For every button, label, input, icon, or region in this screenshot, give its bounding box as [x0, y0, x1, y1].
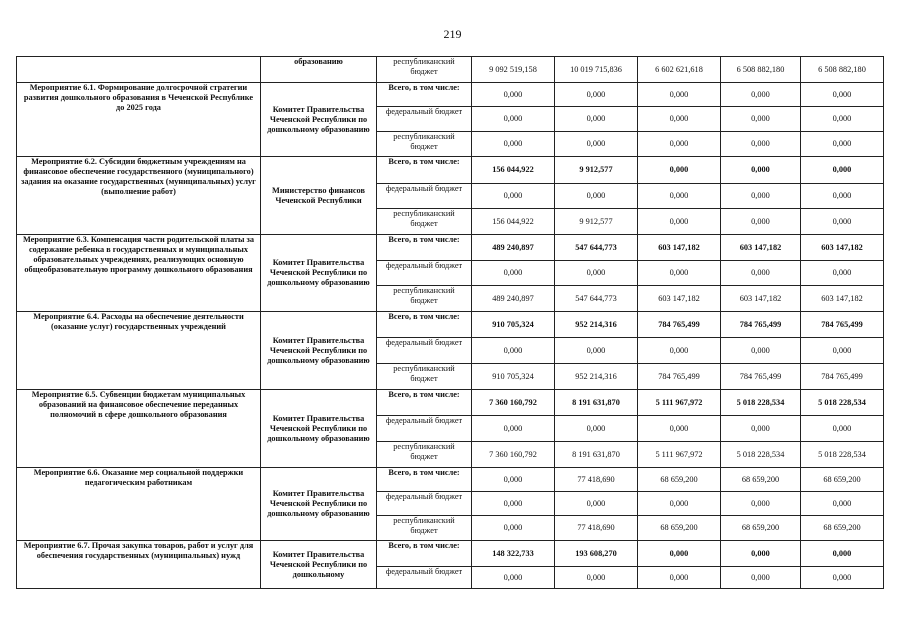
amount-cell: 5 018 228,534	[801, 442, 884, 468]
table-row	[17, 235, 884, 261]
budget-table	[16, 56, 884, 589]
amount-cell: 0,000	[638, 541, 721, 567]
measure-name: Мероприятие 6.6. Оказание мер социальной поддержки педагогическим работникам	[17, 468, 261, 541]
funding-source: республиканский бюджет	[377, 57, 472, 83]
amount-cell: 784 765,499	[721, 364, 801, 390]
amount-cell: 784 765,499	[721, 312, 801, 338]
amount-cell: 0,000	[472, 338, 555, 364]
funding-source: Всего, в том числе:	[377, 541, 472, 567]
amount-cell: 9 912,577	[555, 209, 638, 235]
amount-cell: 0,000	[721, 416, 801, 442]
amount-cell: 8 191 631,870	[555, 390, 638, 416]
funding-source: республиканский бюджет	[377, 209, 472, 235]
funding-source: Всего, в том числе:	[377, 390, 472, 416]
executor-name: Комитет Правительства Чеченской Республики по дошкольному образованию	[261, 312, 377, 390]
amount-cell: 0,000	[472, 261, 555, 286]
amount-cell: 0,000	[472, 107, 555, 132]
amount-cell: 784 765,499	[638, 312, 721, 338]
amount-cell: 0,000	[721, 261, 801, 286]
amount-cell: 0,000	[801, 132, 884, 157]
amount-cell: 603 147,182	[638, 286, 721, 312]
amount-cell: 952 214,316	[555, 364, 638, 390]
funding-source: федеральный бюджет	[377, 492, 472, 516]
amount-cell: 0,000	[721, 209, 801, 235]
amount-cell: 0,000	[801, 107, 884, 132]
amount-cell: 0,000	[721, 567, 801, 589]
amount-cell: 489 240,897	[472, 235, 555, 261]
amount-cell: 10 019 715,836	[555, 57, 638, 83]
amount-cell: 5 018 228,534	[721, 390, 801, 416]
amount-cell: 0,000	[801, 209, 884, 235]
amount-cell: 68 659,200	[638, 468, 721, 492]
amount-cell: 0,000	[801, 492, 884, 516]
table-row	[17, 57, 884, 83]
funding-source: федеральный бюджет	[377, 261, 472, 286]
amount-cell: 0,000	[472, 132, 555, 157]
amount-cell: 193 608,270	[555, 541, 638, 567]
amount-cell: 603 147,182	[801, 286, 884, 312]
amount-cell: 0,000	[638, 567, 721, 589]
amount-cell: 784 765,499	[801, 312, 884, 338]
funding-source: республиканский бюджет	[377, 286, 472, 312]
measure-name: Мероприятие 6.2. Субсидии бюджетным учреждениям на финансовое обеспечение государственного (муниципального) задания на оказание государственных (муниципальных) услуг (выполнение работ)	[17, 157, 261, 235]
amount-cell: 0,000	[555, 107, 638, 132]
amount-cell: 603 147,182	[638, 235, 721, 261]
amount-cell: 0,000	[638, 416, 721, 442]
funding-source: федеральный бюджет	[377, 416, 472, 442]
amount-cell: 0,000	[638, 209, 721, 235]
amount-cell: 68 659,200	[721, 516, 801, 541]
amount-cell: 0,000	[638, 107, 721, 132]
amount-cell: 9 092 519,158	[472, 57, 555, 83]
amount-cell: 8 191 631,870	[555, 442, 638, 468]
amount-cell: 0,000	[472, 516, 555, 541]
amount-cell: 910 705,324	[472, 364, 555, 390]
amount-cell: 77 418,690	[555, 516, 638, 541]
executor-name: Комитет Правительства Чеченской Республики по дошкольному образованию	[261, 235, 377, 312]
table-row	[17, 312, 884, 338]
amount-cell: 0,000	[801, 567, 884, 589]
amount-cell: 0,000	[472, 468, 555, 492]
funding-source: Всего, в том числе:	[377, 468, 472, 492]
amount-cell: 0,000	[555, 184, 638, 209]
amount-cell: 0,000	[801, 338, 884, 364]
amount-cell: 0,000	[801, 261, 884, 286]
measure-name: Мероприятие 6.3. Компенсация части родительской платы за содержание ребенка в государственных и муниципальных образовательных учреждениях, реализующих основную общеобразовательную программу дошкольного образования	[17, 235, 261, 312]
amount-cell: 910 705,324	[472, 312, 555, 338]
amount-cell: 784 765,499	[801, 364, 884, 390]
funding-source: федеральный бюджет	[377, 338, 472, 364]
amount-cell: 0,000	[638, 184, 721, 209]
amount-cell: 0,000	[801, 541, 884, 567]
funding-source: Всего, в том числе:	[377, 157, 472, 184]
amount-cell: 0,000	[555, 416, 638, 442]
amount-cell: 0,000	[472, 416, 555, 442]
table-row	[17, 390, 884, 416]
measure-name: Мероприятие 6.5. Субвенции бюджетам муниципальных образований на финансовое обеспечение переданных полномочий в сфере дошкольного образования	[17, 390, 261, 468]
amount-cell: 68 659,200	[721, 468, 801, 492]
amount-cell: 0,000	[472, 492, 555, 516]
amount-cell: 0,000	[638, 492, 721, 516]
funding-source: Всего, в том числе:	[377, 235, 472, 261]
amount-cell: 6 602 621,618	[638, 57, 721, 83]
amount-cell: 0,000	[801, 157, 884, 184]
amount-cell: 603 147,182	[721, 286, 801, 312]
funding-source: федеральный бюджет	[377, 184, 472, 209]
amount-cell: 0,000	[801, 83, 884, 107]
amount-cell: 603 147,182	[721, 235, 801, 261]
amount-cell: 156 044,922	[472, 157, 555, 184]
amount-cell: 5 018 228,534	[721, 442, 801, 468]
amount-cell: 0,000	[721, 107, 801, 132]
table-row	[17, 157, 884, 184]
amount-cell: 0,000	[801, 184, 884, 209]
amount-cell: 0,000	[638, 83, 721, 107]
funding-source: республиканский бюджет	[377, 516, 472, 541]
measure-name: Мероприятие 6.1. Формирование долгосрочной стратегии развития дошкольного образования в Чеченской Республике до 2025 года	[17, 83, 261, 157]
amount-cell: 0,000	[472, 567, 555, 589]
amount-cell: 68 659,200	[801, 516, 884, 541]
amount-cell: 0,000	[638, 261, 721, 286]
amount-cell: 0,000	[555, 338, 638, 364]
amount-cell: 148 322,733	[472, 541, 555, 567]
measure-name: Мероприятие 6.7. Прочая закупка товаров, работ и услуг для обеспечения государственных (муниципальных) нужд	[17, 541, 261, 589]
amount-cell: 952 214,316	[555, 312, 638, 338]
executor-name: Комитет Правительства Чеченской Республики по дошкольному	[261, 541, 377, 589]
amount-cell: 0,000	[721, 338, 801, 364]
amount-cell: 0,000	[472, 184, 555, 209]
amount-cell: 5 018 228,534	[801, 390, 884, 416]
measure-name	[17, 57, 261, 83]
amount-cell: 68 659,200	[638, 516, 721, 541]
amount-cell: 0,000	[638, 132, 721, 157]
amount-cell: 0,000	[721, 83, 801, 107]
funding-source: федеральный бюджет	[377, 107, 472, 132]
executor-name: Комитет Правительства Чеченской Республики по дошкольному образованию	[261, 390, 377, 468]
page-number: 219	[443, 27, 462, 41]
table-row	[17, 541, 884, 567]
amount-cell: 0,000	[555, 492, 638, 516]
amount-cell: 0,000	[638, 338, 721, 364]
funding-source: республиканский бюджет	[377, 132, 472, 157]
amount-cell: 77 418,690	[555, 468, 638, 492]
amount-cell: 0,000	[555, 261, 638, 286]
amount-cell: 603 147,182	[801, 235, 884, 261]
amount-cell: 7 360 160,792	[472, 390, 555, 416]
table-row	[17, 83, 884, 107]
amount-cell: 6 508 882,180	[801, 57, 884, 83]
table-row	[17, 468, 884, 492]
amount-cell: 0,000	[721, 132, 801, 157]
amount-cell: 0,000	[721, 541, 801, 567]
amount-cell: 9 912,577	[555, 157, 638, 184]
executor-name: Комитет Правительства Чеченской Республики по дошкольному образованию	[261, 468, 377, 541]
amount-cell: 784 765,499	[638, 364, 721, 390]
amount-cell: 0,000	[555, 83, 638, 107]
amount-cell: 0,000	[801, 416, 884, 442]
funding-source: республиканский бюджет	[377, 364, 472, 390]
executor-name: Министерство финансов Чеченской Республики	[261, 157, 377, 235]
amount-cell: 5 111 967,972	[638, 390, 721, 416]
amount-cell: 489 240,897	[472, 286, 555, 312]
amount-cell: 7 360 160,792	[472, 442, 555, 468]
funding-source: федеральный бюджет	[377, 567, 472, 589]
funding-source: республиканский бюджет	[377, 442, 472, 468]
amount-cell: 0,000	[638, 157, 721, 184]
amount-cell: 547 644,773	[555, 286, 638, 312]
executor-name: Комитет Правительства Чеченской Республики по дошкольному образованию	[261, 83, 377, 157]
amount-cell: 0,000	[721, 184, 801, 209]
amount-cell: 6 508 882,180	[721, 57, 801, 83]
funding-source: Всего, в том числе:	[377, 83, 472, 107]
amount-cell: 0,000	[472, 83, 555, 107]
amount-cell: 5 111 967,972	[638, 442, 721, 468]
amount-cell: 156 044,922	[472, 209, 555, 235]
measure-name: Мероприятие 6.4. Расходы на обеспечение деятельности (оказание услуг) государственных учреждений	[17, 312, 261, 390]
amount-cell: 68 659,200	[801, 468, 884, 492]
executor-name: образованию	[261, 57, 377, 83]
amount-cell: 0,000	[721, 157, 801, 184]
funding-source: Всего, в том числе:	[377, 312, 472, 338]
amount-cell: 0,000	[555, 567, 638, 589]
amount-cell: 547 644,773	[555, 235, 638, 261]
amount-cell: 0,000	[721, 492, 801, 516]
amount-cell: 0,000	[555, 132, 638, 157]
